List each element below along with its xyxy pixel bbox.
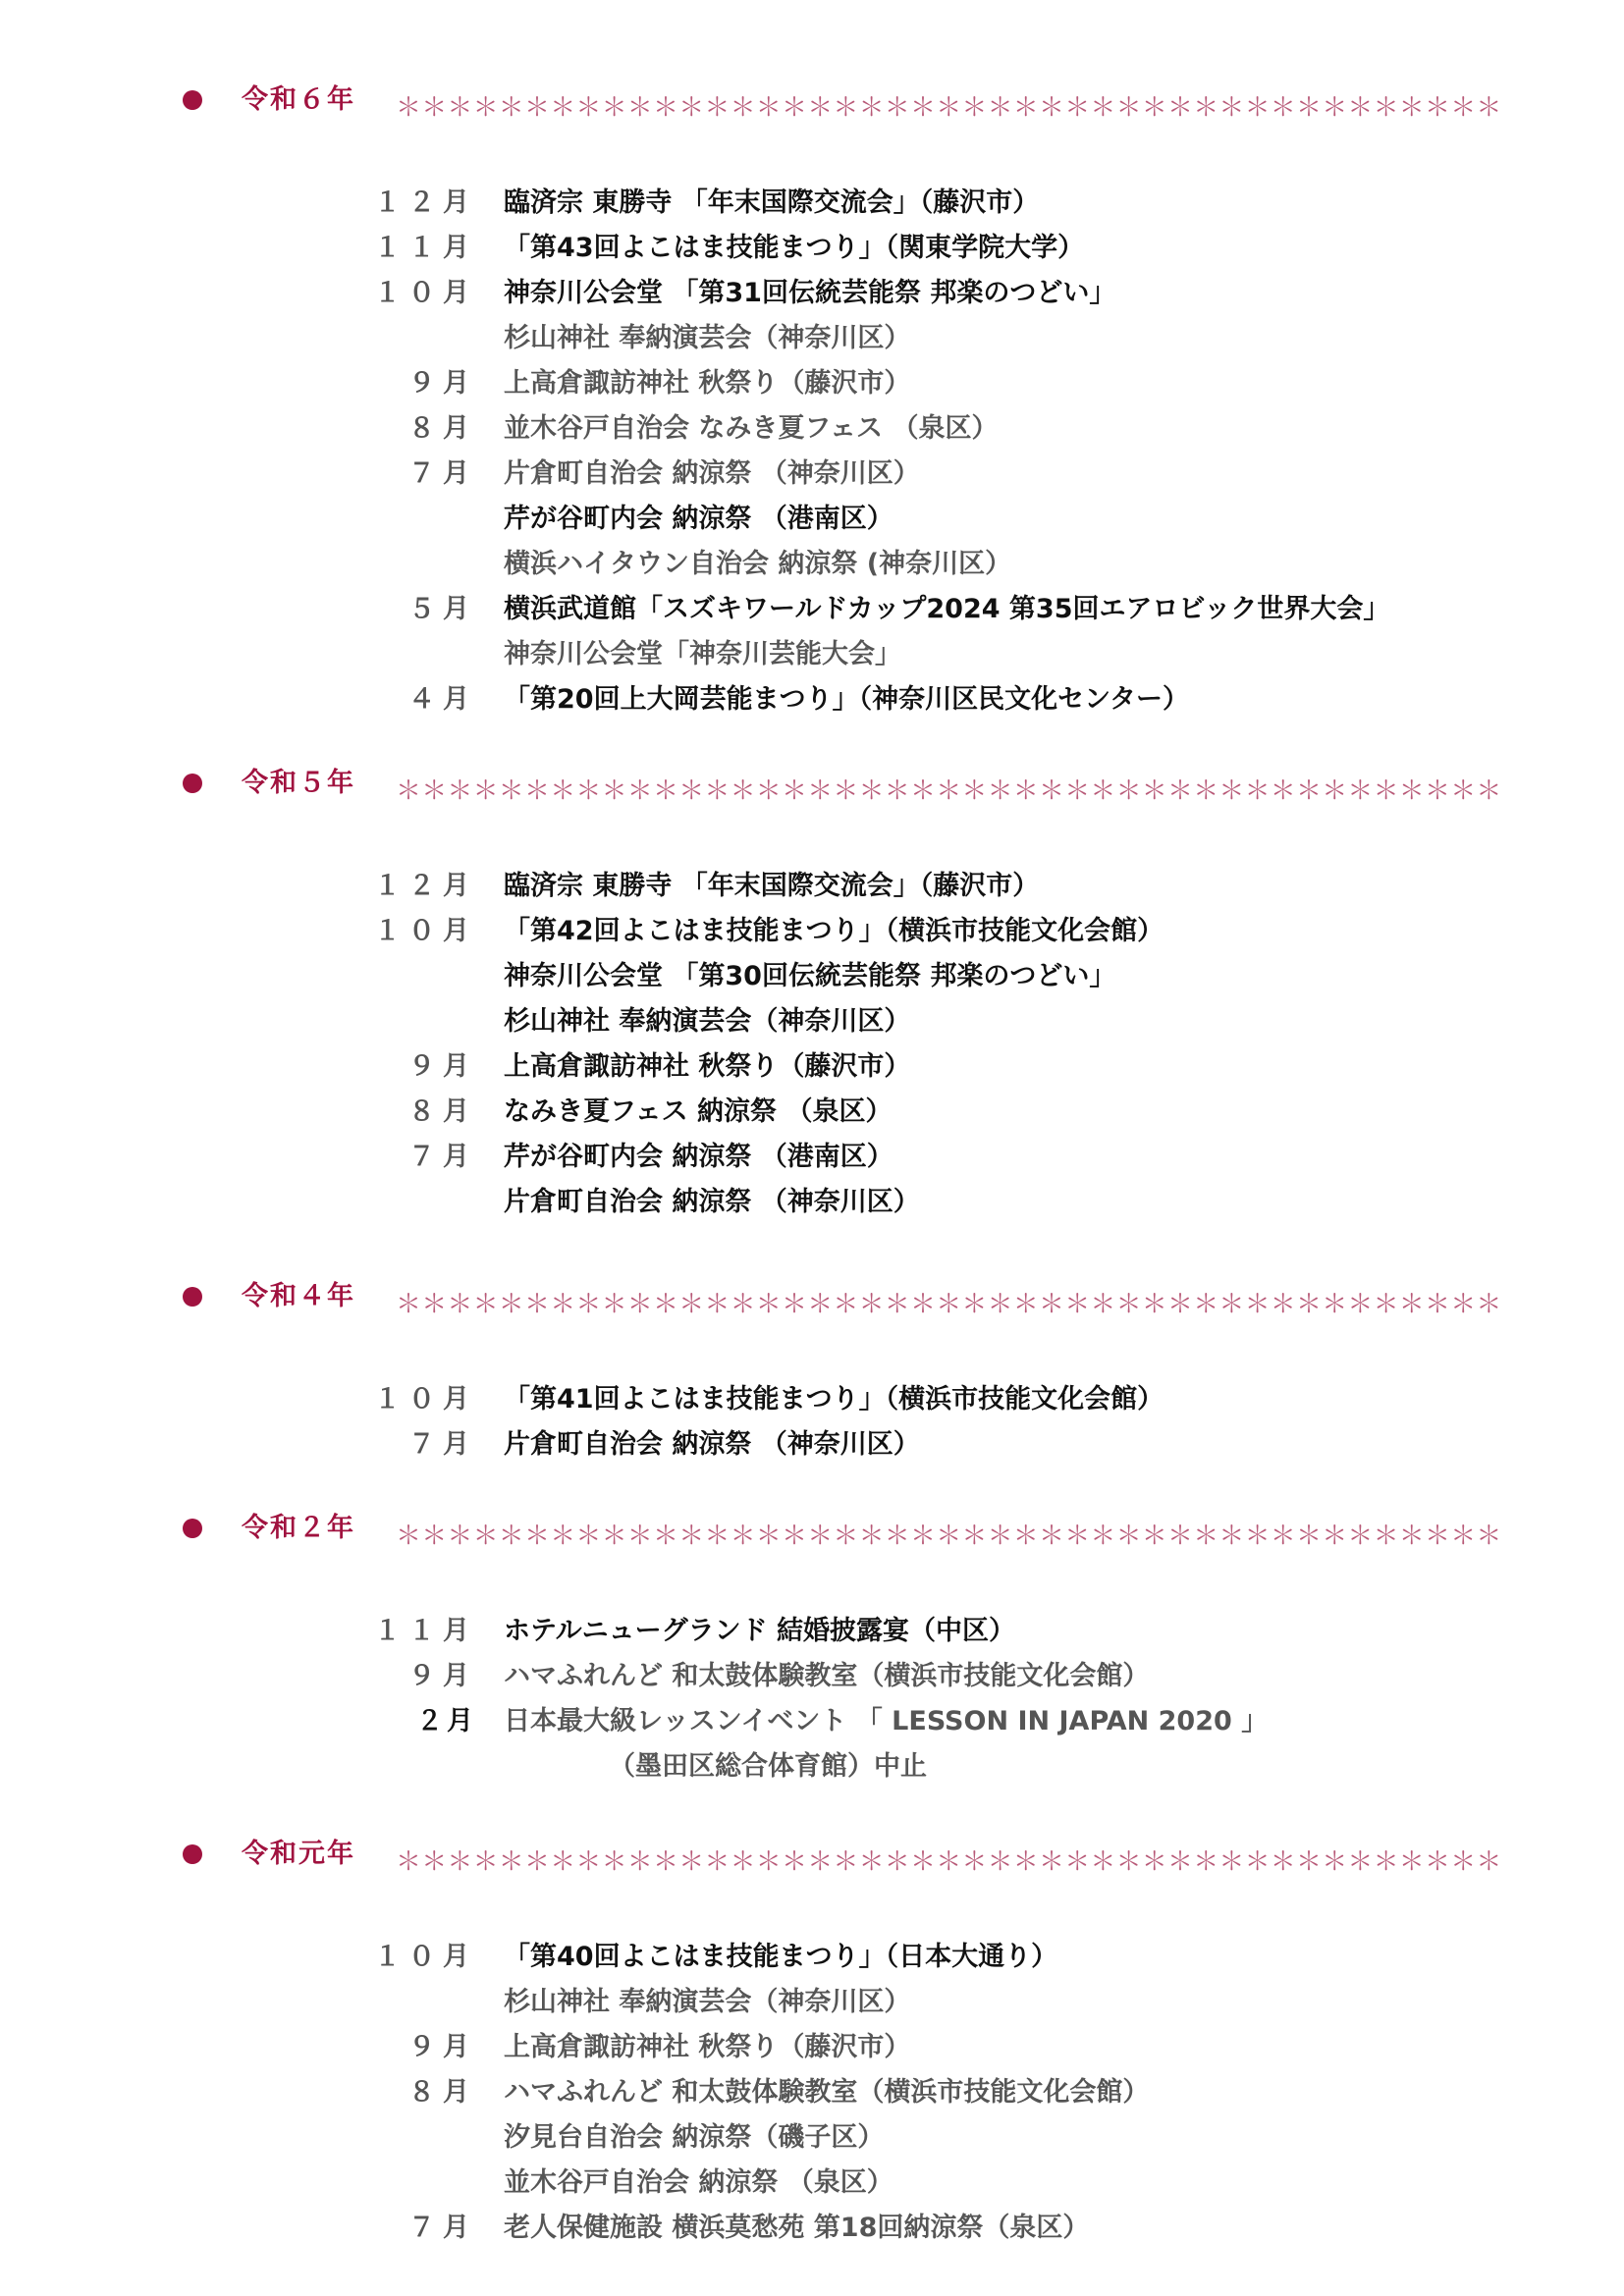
event-text: 上高倉諏訪神社 秋祭り（藤沢市） [504,2032,911,2062]
year-header [0,1825,1624,1884]
event-list [0,1935,1624,2251]
event-row [0,909,1624,954]
event-row [0,2070,1624,2115]
event-month: ９月 [408,1661,477,1691]
year-header [0,754,1624,813]
event-row [0,2025,1624,2070]
event-row [0,2115,1624,2161]
event-text: 並木谷戸自治会 納涼祭 （泉区） [504,2167,893,2198]
event-text: 日本最大級レッスンイベント 「 LESSON IN JAPAN 2020 」 [504,1706,1269,1736]
event-row [0,1090,1624,1135]
event-month: １１月 [374,1616,477,1646]
event-text: 杉山神社 奉納演芸会（神奈川区） [504,1006,911,1037]
star-divider: ＊＊＊＊＊＊＊＊＊＊＊＊＊＊＊＊＊＊＊＊＊＊＊＊＊＊＊＊＊＊＊＊＊＊＊＊＊＊＊＊＊＊＊ [396,1522,1502,1551]
event-row [0,954,1624,999]
event-month: １０月 [374,1384,477,1415]
event-list [0,181,1624,722]
event-text: 「第40回よこはま技能まつり」（日本大通り） [504,1942,1058,1972]
event-month: ７月 [408,1142,477,1172]
event-row [0,1699,1624,1744]
event-row [0,497,1624,542]
event-text: 杉山神社 奉納演芸会（神奈川区） [504,323,911,353]
year-section [0,754,1624,1225]
event-text: 上高倉諏訪神社 秋祭り（藤沢市） [504,1051,911,1082]
event-row [0,1180,1624,1225]
event-text: 上高倉諏訪神社 秋祭り（藤沢市） [504,368,911,399]
event-text: ハマふれんど 和太鼓体験教室（横浜市技能文化会館） [504,1661,1150,1691]
event-text: ホテルニューグランド 結婚披露宴（中区） [504,1616,1016,1646]
event-row [0,181,1624,226]
bullet-icon [183,774,202,793]
star-divider: ＊＊＊＊＊＊＊＊＊＊＊＊＊＊＊＊＊＊＊＊＊＊＊＊＊＊＊＊＊＊＊＊＊＊＊＊＊＊＊＊＊＊＊ [396,1847,1502,1877]
bullet-icon [183,1519,202,1538]
event-row [0,1609,1624,1654]
year-header [0,1499,1624,1558]
event-list [0,1609,1624,1789]
event-month: ４月 [408,684,477,715]
year-section [0,71,1624,722]
event-row [0,1935,1624,1980]
bullet-icon [183,90,202,110]
event-text: 横浜武道館「スズキワールドカップ2024 第35回エアロビック世界大会」 [504,594,1390,624]
event-text: 芹が谷町内会 納涼祭 （港南区） [504,504,893,534]
event-row [0,1422,1624,1468]
event-text: 並木谷戸自治会 なみき夏フェス （泉区） [504,413,999,444]
event-month: ７月 [408,458,477,489]
event-month: ９月 [408,368,477,399]
event-row [0,452,1624,497]
era-year-label: 令和２年 [242,1513,355,1543]
event-text: 臨済宗 東勝寺 「年末国際交流会」（藤沢市） [504,187,1040,218]
year-header [0,71,1624,130]
event-row [0,361,1624,406]
event-month: １２月 [374,187,477,218]
event-month: １０月 [374,278,477,308]
event-row [0,999,1624,1044]
event-text: （墨田区総合体育館）中止 [609,1751,927,1782]
star-divider: ＊＊＊＊＊＊＊＊＊＊＊＊＊＊＊＊＊＊＊＊＊＊＊＊＊＊＊＊＊＊＊＊＊＊＊＊＊＊＊＊＊＊＊ [396,776,1502,806]
star-divider: ＊＊＊＊＊＊＊＊＊＊＊＊＊＊＊＊＊＊＊＊＊＊＊＊＊＊＊＊＊＊＊＊＊＊＊＊＊＊＊＊＊＊＊ [396,1290,1502,1319]
event-month: １２月 [374,871,477,901]
event-row [0,1744,1624,1789]
event-row [0,406,1624,452]
event-text: 老人保健施設 横浜莫愁苑 第18回納涼祭（泉区） [504,2213,1090,2243]
bullet-icon [183,1844,202,1864]
event-text: 「第43回よこはま技能まつり」（関東学院大学） [504,233,1085,263]
event-list [0,1377,1624,1468]
event-row [0,632,1624,677]
event-month: ９月 [408,1051,477,1082]
year-section [0,1267,1624,1468]
event-row [0,226,1624,271]
event-row [0,1135,1624,1180]
star-divider: ＊＊＊＊＊＊＊＊＊＊＊＊＊＊＊＊＊＊＊＊＊＊＊＊＊＊＊＊＊＊＊＊＊＊＊＊＊＊＊＊＊＊＊ [396,93,1502,123]
year-header [0,1267,1624,1326]
event-month: ７月 [408,2213,477,2243]
event-text: 汐見台自治会 納涼祭（磯子区） [504,2122,885,2153]
event-text: 「第20回上大岡芸能まつり」（神奈川区民文化センター） [504,684,1189,715]
event-month: ７月 [408,1429,477,1460]
event-row [0,271,1624,316]
event-row [0,1654,1624,1699]
event-month: １０月 [374,1942,477,1972]
year-section [0,1499,1624,1789]
event-text: 臨済宗 東勝寺 「年末国際交流会」（藤沢市） [504,871,1040,901]
era-year-label: 令和元年 [242,1839,355,1869]
event-row [0,316,1624,361]
era-year-label: 令和４年 [242,1281,355,1311]
event-month: ９月 [408,2032,477,2062]
event-row [0,677,1624,722]
event-text: 「第41回よこはま技能まつり」（横浜市技能文化会館） [504,1384,1164,1415]
era-year-label: 令和６年 [242,84,355,115]
event-month: １１月 [374,233,477,263]
event-text: 片倉町自治会 納涼祭 （神奈川区） [504,1429,920,1460]
event-text: 片倉町自治会 納涼祭 （神奈川区） [504,458,920,489]
event-text: 「第42回よこはま技能まつり」（横浜市技能文化会館） [504,916,1164,946]
event-month: ５月 [408,594,477,624]
event-month: ８月 [408,1096,477,1127]
event-row [0,1980,1624,2025]
event-row [0,542,1624,587]
event-month: １０月 [374,916,477,946]
event-text: ハマふれんど 和太鼓体験教室（横浜市技能文化会館） [504,2077,1150,2108]
event-list [0,864,1624,1225]
year-section [0,1825,1624,2251]
event-row [0,864,1624,909]
event-text: 杉山神社 奉納演芸会（神奈川区） [504,1987,911,2017]
event-month: ２月 [416,1706,477,1736]
event-text: 神奈川公会堂 「第30回伝統芸能祭 邦楽のつどい」 [504,961,1116,991]
bullet-icon [183,1287,202,1307]
event-row [0,1044,1624,1090]
event-month: ８月 [408,413,477,444]
era-year-label: 令和５年 [242,768,355,798]
event-text: 神奈川公会堂「神奈川芸能大会」 [504,639,901,669]
event-text: 横浜ハイタウン自治会 納涼祭 (神奈川区） [504,549,1012,579]
event-row [0,587,1624,632]
event-text: 片倉町自治会 納涼祭 （神奈川区） [504,1187,920,1217]
event-text: 芹が谷町内会 納涼祭 （港南区） [504,1142,893,1172]
event-row [0,1377,1624,1422]
event-text: 神奈川公会堂 「第31回伝統芸能祭 邦楽のつどい」 [504,278,1116,308]
event-row [0,2161,1624,2206]
event-text: なみき夏フェス 納涼祭 （泉区） [504,1096,893,1127]
event-month: ８月 [408,2077,477,2108]
event-row [0,2206,1624,2251]
